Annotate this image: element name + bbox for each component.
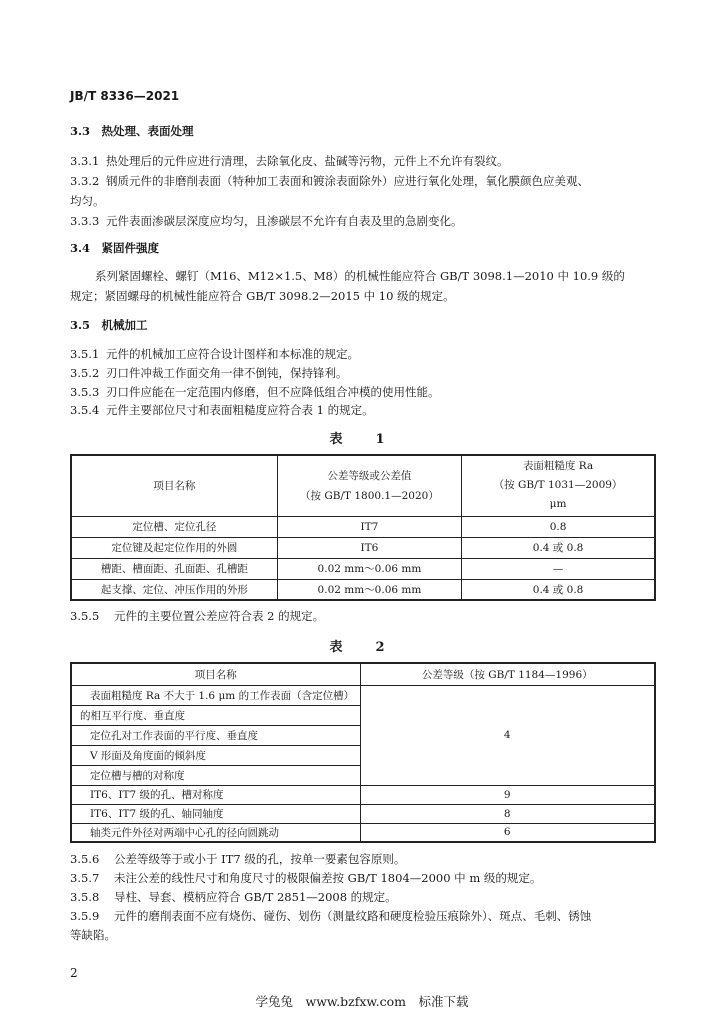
clause-3-5-9 — [70, 906, 660, 926]
header-line: （按 GB/T 1031—2009） — [493, 479, 623, 492]
cell-roughness: 0.8 — [462, 516, 655, 537]
clause-3-5-8 — [70, 887, 660, 907]
clause-text: 刃口件应能在一定范围内修磨，但不应降低组合冲模的使用性能。 — [106, 385, 440, 399]
column-header-item-name: 项目名称 — [71, 455, 277, 516]
cell-item-name: 定位键及起定位作用的外圆 — [71, 537, 277, 558]
table-row — [71, 685, 655, 705]
cell-tolerance: IT6 — [277, 537, 461, 558]
clause-3-3-2-continued: 均匀。 — [70, 194, 105, 208]
clause-3-3-1 — [70, 151, 660, 171]
clause-text: 元件的磨削表面不应有烧伤、碰伤、划伤（测量纹路和硬度检验压痕除外）、斑点、毛刺、锈蚀 — [114, 909, 592, 923]
header-line: μm — [549, 498, 567, 511]
clause-text: 刃口件冲裁工作面交角一律不倒钝，保持锋利。 — [106, 366, 348, 380]
cell-item-name: V 形面及角度面的倾斜度 — [71, 745, 360, 765]
clause-text: 公差等级等于或小于 IT7 级的孔，按单一要素包容原则。 — [114, 852, 406, 866]
cell-tolerance: 0.02 mm～0.06 mm — [277, 579, 461, 600]
header-line: 表面粗糙度 Ra — [522, 460, 594, 473]
table-row — [71, 785, 655, 804]
table-header-row — [71, 663, 655, 685]
clause-number: 3.5.3 — [70, 385, 100, 399]
section-heading-3-5: 3.5 机械加工 — [70, 318, 148, 332]
clause-3-5-9-continued: 等缺陷。 — [70, 928, 116, 942]
clause-number: 3.3.2 — [70, 174, 100, 188]
clause-text: 导柱、导套、模柄应符合 GB/T 2851—2008 的规定。 — [114, 890, 397, 904]
page-number: 2 — [70, 966, 78, 980]
cell-item-name: 表面粗糙度 Ra 不大于 1.6 μm 的工作表面（含定位槽） — [71, 685, 360, 705]
clause-3-3-2 — [70, 171, 660, 191]
clause-text: 元件主要部位尺寸和表面粗糙度应符合表 1 的规定。 — [106, 403, 374, 417]
clause-3-5-5 — [70, 606, 660, 626]
clause-3-3-3 — [70, 211, 660, 231]
cell-item-name: 定位槽、定位孔径 — [71, 516, 277, 537]
section-heading-3-3: 3.3 热处理、表面处理 — [70, 124, 194, 138]
clause-text: 未注公差的线性尺寸和角度尺寸的极限偏差按 GB/T 1804—2000 中 m 级的规定。 — [114, 871, 542, 885]
clause-number: 3.3.3 — [70, 214, 100, 228]
clause-text: 钢质元件的非磨削表面（特种加工表面和镀涂表面除外）应进行氧化处理，氧化膜颜色应美观、 — [106, 174, 589, 188]
column-header-roughness — [462, 455, 655, 516]
table-row — [71, 823, 655, 842]
table-row — [71, 579, 655, 600]
cell-tolerance: IT7 — [277, 516, 461, 537]
table-row — [71, 558, 655, 579]
clause-3-5-1 — [70, 344, 660, 364]
paragraph-line: 系列紧固螺栓、螺钉（M16、M12×1.5、M8）的机械性能应符合 GB/T 3098.1—2010 中 10.9 级的 — [95, 269, 625, 283]
clause-number: 3.5.1 — [70, 347, 100, 361]
section-heading-3-4: 3.4 紧固件强度 — [70, 241, 160, 255]
clause-3-5-2 — [70, 363, 660, 383]
clause-text: 元件的主要位置公差应符合表 2 的规定。 — [114, 609, 325, 623]
column-header-item-name: 项目名称 — [71, 663, 360, 685]
clause-3-5-6 — [70, 849, 660, 869]
cell-item-name: 槽距、槽面距、孔面距、孔槽距 — [71, 558, 277, 579]
cell-grade: 8 — [360, 804, 655, 823]
footer-watermark: 学兔兔 www.bzfxw.com 标准下载 — [255, 994, 469, 1009]
clause-number: 3.5.8 — [70, 890, 100, 904]
cell-item-name: IT6、IT7 级的孔、轴同轴度 — [71, 804, 360, 823]
table-header-row — [71, 455, 655, 516]
clause-text: 元件的机械加工应符合设计图样和本标准的规定。 — [106, 347, 359, 361]
cell-item-name: 定位孔对工作表面的平行度、垂直度 — [71, 725, 360, 745]
cell-grade: 4 — [360, 685, 655, 785]
cell-grade: 6 — [360, 823, 655, 842]
table-row — [71, 516, 655, 537]
column-header-tolerance — [277, 455, 461, 516]
cell-roughness: 0.4 或 0.8 — [462, 579, 655, 600]
table-row — [71, 537, 655, 558]
cell-tolerance: 0.02 mm～0.06 mm — [277, 558, 461, 579]
clause-number: 3.5.5 — [70, 609, 100, 623]
table-1-caption: 表 1 — [329, 432, 395, 447]
cell-item-name: 定位槽与槽的对称度 — [71, 765, 360, 785]
clause-number: 3.5.4 — [70, 403, 100, 417]
cell-roughness: 0.4 或 0.8 — [462, 537, 655, 558]
table-2 — [70, 662, 656, 843]
cell-item-name: 起支撑、定位、冲压作用的外形 — [71, 579, 277, 600]
clause-number: 3.5.9 — [70, 909, 100, 923]
cell-item-name: IT6、IT7 级的孔、槽对称度 — [71, 785, 360, 804]
clause-3-5-3 — [70, 382, 660, 402]
cell-item-name: 的相互平行度、垂直度 — [71, 705, 360, 725]
clause-number: 3.5.6 — [70, 852, 100, 866]
clause-3-5-4 — [70, 400, 660, 420]
cell-item-name: 轴类元件外径对两端中心孔的径向圆跳动 — [71, 823, 360, 842]
column-header-grade: 公差等级（按 GB/T 1184—1996） — [360, 663, 655, 685]
clause-text: 元件表面渗碳层深度应均匀，且渗碳层不允许有自表及里的急剧变化。 — [106, 214, 463, 228]
clause-3-5-7 — [70, 868, 660, 888]
header-line: 公差等级或公差值 — [327, 469, 412, 482]
table-2-caption: 表 2 — [329, 640, 395, 655]
document-code: JB/T 8336—2021 — [70, 89, 180, 103]
clause-number: 3.5.2 — [70, 366, 100, 380]
clause-number: 3.3.1 — [70, 154, 100, 168]
clause-text: 热处理后的元件应进行清理，去除氧化皮、盐碱等污物，元件上不允许有裂纹。 — [106, 154, 509, 168]
cell-roughness: — — [462, 558, 655, 579]
table-row — [71, 804, 655, 823]
table-1 — [70, 454, 656, 601]
header-line: （按 GB/T 1800.1—2020） — [300, 489, 439, 502]
clause-number: 3.5.7 — [70, 871, 100, 885]
paragraph-line: 规定；紧固螺母的机械性能应符合 GB/T 3098.2—2015 中 10 级的规定。 — [70, 289, 455, 303]
cell-grade: 9 — [360, 785, 655, 804]
